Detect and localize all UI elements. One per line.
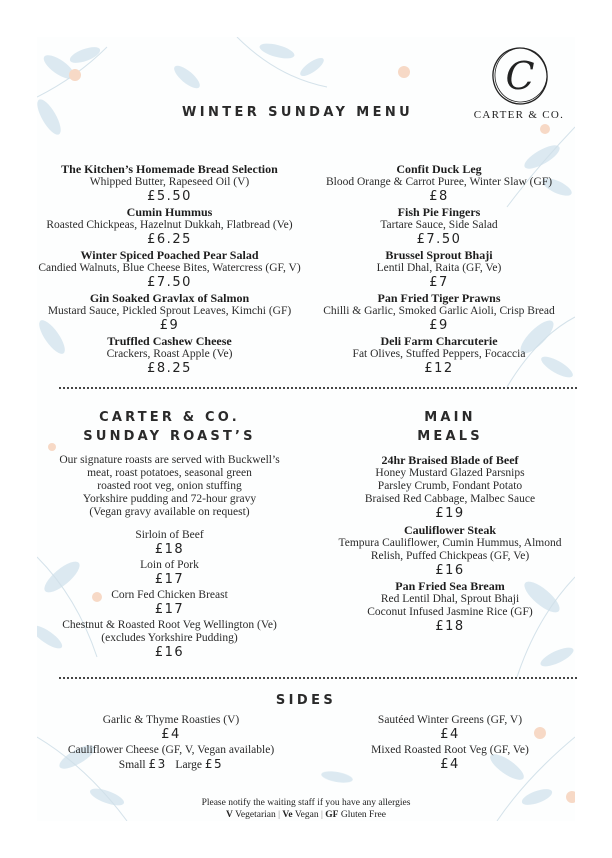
- starters-right-column: [305, 163, 573, 378]
- item-description: Red Lentil Dhal, Sprout Bhaji: [380, 593, 520, 605]
- menu-item: [37, 249, 302, 292]
- item-name: Confit Duck Leg: [396, 162, 482, 176]
- item-name: Deli Farm Charcuterie: [380, 334, 498, 348]
- sides-right-column: [312, 714, 588, 772]
- item-price: £5.50: [147, 189, 192, 204]
- size-large-price: £5: [204, 757, 224, 771]
- key-label: Vegan: [294, 810, 319, 820]
- item-price: £19: [435, 506, 465, 521]
- item-name: Pan Fried Sea Bream: [395, 579, 505, 593]
- side-name: Sautéed Winter Greens (GF, V): [377, 714, 523, 726]
- roast-intro-line: Our signature roasts are served with Buckwell’s: [59, 454, 280, 466]
- roast-item: [37, 529, 302, 559]
- main-item: [312, 580, 588, 634]
- starters-left-column: [37, 163, 302, 378]
- key-separator: |: [278, 810, 281, 820]
- item-name: Pan Fried Tiger Prawns: [377, 291, 501, 305]
- item-description: Roasted Chickpeas, Hazelnut Dukkah, Flatbread (Ve): [46, 219, 293, 231]
- size-large-label: Large: [175, 759, 203, 771]
- item-name: Fish Pie Fingers: [397, 205, 481, 219]
- item-name: Gin Soaked Gravlax of Salmon: [89, 291, 250, 305]
- roast-intro-line: roasted root veg, onion stuffing: [97, 480, 242, 492]
- side-item: [312, 744, 588, 772]
- item-description: Chilli & Garlic, Smoked Garlic Aioli, Crisp Bread: [323, 305, 555, 317]
- roast-item: [37, 559, 302, 589]
- item-description: Whipped Butter, Rapeseed Oil (V): [89, 176, 250, 188]
- roast-intro-line: Yorkshire pudding and 72-hour gravy: [82, 493, 257, 505]
- menu-item: [305, 335, 573, 378]
- item-description: Candied Walnuts, Blue Cheese Bites, Watercress (GF, V): [38, 262, 301, 274]
- allergy-notice: Please notify the waiting staff if you have any allergies: [201, 798, 411, 808]
- roast-price: £17: [154, 602, 185, 617]
- key-separator: |: [320, 810, 323, 820]
- size-small-price: £3: [148, 757, 167, 771]
- section-divider: [59, 387, 577, 389]
- roast-name: Chestnut & Roasted Root Veg Wellington (Ve): [62, 619, 277, 631]
- menu-title: WINTER SUNDAY MENU: [182, 105, 414, 120]
- logo-emblem: [490, 45, 550, 107]
- item-name: Truffled Cashew Cheese: [107, 334, 232, 348]
- item-description: Coconut Infused Jasmine Rice (GF): [367, 606, 533, 618]
- logo-monogram: C: [505, 54, 535, 98]
- main-item: [312, 524, 588, 580]
- item-price: £16: [435, 563, 465, 578]
- main-item: [312, 454, 588, 524]
- item-description: Tartare Sauce, Side Salad: [380, 219, 498, 231]
- item-price: £12: [424, 361, 454, 376]
- key-label: Vegetarian: [235, 810, 276, 820]
- item-description: Braised Red Cabbage, Malbec Sauce: [364, 493, 536, 505]
- item-price: £6.25: [147, 232, 192, 247]
- roast-price: £16: [154, 645, 185, 660]
- item-price: £8.25: [147, 361, 192, 376]
- roast-name: Corn Fed Chicken Breast: [111, 589, 228, 601]
- roast-heading-line2: SUNDAY ROAST’S: [83, 429, 256, 444]
- roast-section: [37, 408, 302, 660]
- roast-name: Loin of Pork: [140, 559, 199, 571]
- roast-item: [37, 619, 302, 660]
- item-price: £18: [435, 619, 465, 634]
- item-price: £9: [429, 318, 449, 333]
- item-price: £7.50: [147, 275, 192, 290]
- roast-item: [37, 589, 302, 619]
- item-description: Crackers, Roast Apple (Ve): [106, 348, 233, 360]
- mains-section: [312, 408, 588, 634]
- item-name: The Kitchen’s Homemade Bread Selection: [61, 162, 278, 176]
- item-description: Honey Mustard Glazed Parsnips: [375, 467, 525, 479]
- side-price: £4: [440, 727, 460, 742]
- side-name: Mixed Roasted Root Veg (GF, Ve): [371, 744, 529, 756]
- item-name: Brussel Sprout Bhaji: [385, 248, 493, 262]
- mains-heading-line2: MEALS: [417, 429, 483, 444]
- key-code: V: [226, 810, 233, 820]
- menu-item: [37, 206, 302, 249]
- menu-item: [305, 163, 573, 206]
- menu-item: [305, 249, 573, 292]
- item-price: £9: [159, 318, 180, 333]
- menu-item: [37, 292, 302, 335]
- mains-heading-line1: MAIN: [424, 410, 476, 425]
- item-price: £7: [429, 275, 449, 290]
- sides-heading: SIDES: [275, 693, 337, 708]
- item-name: Cauliflower Steak: [403, 523, 497, 537]
- item-name: Cumin Hummus: [126, 205, 213, 219]
- item-description: Fat Olives, Stuffed Peppers, Focaccia: [352, 348, 526, 360]
- item-description: Blood Orange & Carrot Puree, Winter Slaw (GF): [325, 176, 553, 188]
- item-price: £7.50: [416, 232, 462, 247]
- side-price: £4: [440, 757, 460, 772]
- menu-item: [37, 163, 302, 206]
- roast-price: £18: [154, 542, 185, 557]
- item-description: Mustard Sauce, Pickled Sprout Leaves, Kimchi (GF): [47, 305, 292, 317]
- item-description: Relish, Puffed Chickpeas (GF, Ve): [370, 550, 530, 562]
- key-label: Gluten Free: [340, 810, 386, 820]
- roast-name: Sirloin of Beef: [135, 529, 204, 541]
- item-name: Winter Spiced Poached Pear Salad: [80, 248, 259, 262]
- roast-price: £17: [154, 572, 185, 587]
- roast-intro-line: meat, roast potatoes, seasonal green: [87, 467, 252, 479]
- brand-name: CARTER & CO.: [473, 109, 565, 121]
- side-item: [37, 744, 305, 773]
- key-code: GF: [325, 810, 339, 820]
- side-name: Cauliflower Cheese (GF, V, Vegan available): [67, 744, 275, 756]
- menu-item: [37, 335, 302, 378]
- roast-note: (excludes Yorkshire Pudding): [101, 632, 238, 644]
- item-description: Lentil Dhal, Raita (GF, Ve): [376, 262, 502, 274]
- size-small-label: Small: [118, 759, 146, 771]
- menu-item: [305, 292, 573, 335]
- key-code: Ve: [282, 810, 293, 820]
- roast-intro-line: (Vegan gravy available on request): [89, 506, 250, 518]
- side-item: [37, 714, 305, 744]
- side-price: £4: [161, 727, 181, 742]
- sides-left-column: [37, 714, 305, 773]
- dietary-key: [37, 809, 575, 821]
- roast-heading-line1: CARTER & CO.: [99, 410, 240, 425]
- side-item: [312, 714, 588, 744]
- item-name: 24hr Braised Blade of Beef: [381, 453, 519, 467]
- item-price: £8: [429, 189, 449, 204]
- item-description: Tempura Cauliflower, Cumin Hummus, Almond: [338, 537, 562, 549]
- section-divider: [59, 677, 577, 679]
- item-description: Parsley Crumb, Fondant Potato: [377, 480, 523, 492]
- side-name: Garlic & Thyme Roasties (V): [102, 714, 240, 726]
- menu-item: [305, 206, 573, 249]
